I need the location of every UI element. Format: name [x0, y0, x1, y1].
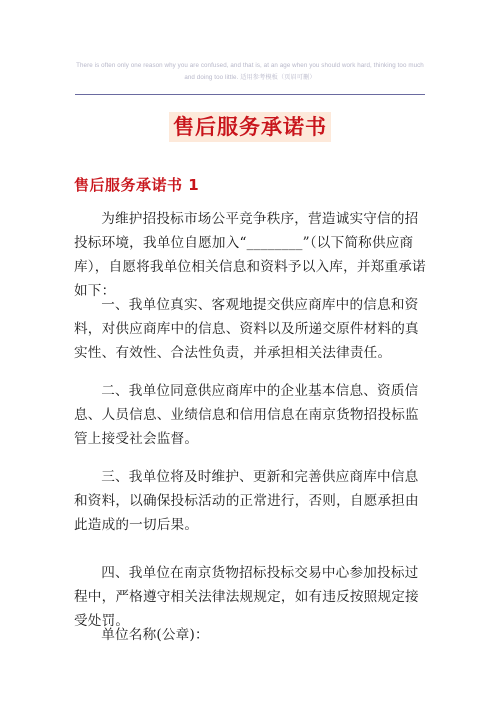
header-divider — [75, 94, 425, 95]
header-note: There is often only one reason why you are confused, and that is, at an age when you should work hard, thinking too much and doing too little. 适用参考模板（页眉可删） — [76, 62, 424, 81]
paragraph-item-2: 二、我单位同意供应商库中的企业基本信息、资质信息、人员信息、业绩信息和信用信息在南京货物招投标监管上接受社会监督。 — [74, 383, 419, 447]
paragraph-intro: 为维护招投标市场公平竞争秩序，营造诚实守信的招投标环境，我单位自愿加入“________”（以下简称供应商库），自愿将我单位相关信息和资料予以入库，并郑重承诺如下： — [74, 211, 426, 299]
signature-line-company: 单位名称(公章)： — [101, 627, 209, 643]
title-container — [0, 112, 500, 142]
paragraph-item-1: 一、我单位真实、客观地提交供应商库中的信息和资料，对供应商库中的信息、资料以及所递交原件材料的真实性、有效性、合法性负责，并承担相关法律责任。 — [74, 297, 419, 361]
paragraph-item-3: 三、我单位将及时维护、更新和完善供应商库中信息和资料，以确保投标活动的正常进行，否则，自愿承担由此造成的一切后果。 — [74, 469, 419, 533]
document-title: 售后服务承诺书 — [169, 112, 331, 142]
section-heading: 售后服务承诺书 1 — [74, 176, 200, 194]
paragraph-item-4: 四、我单位在南京货物招标投标交易中心参加投标过程中，严格遵守相关法律法规规定，如有违反按照规定接受处罚。 — [74, 565, 419, 629]
